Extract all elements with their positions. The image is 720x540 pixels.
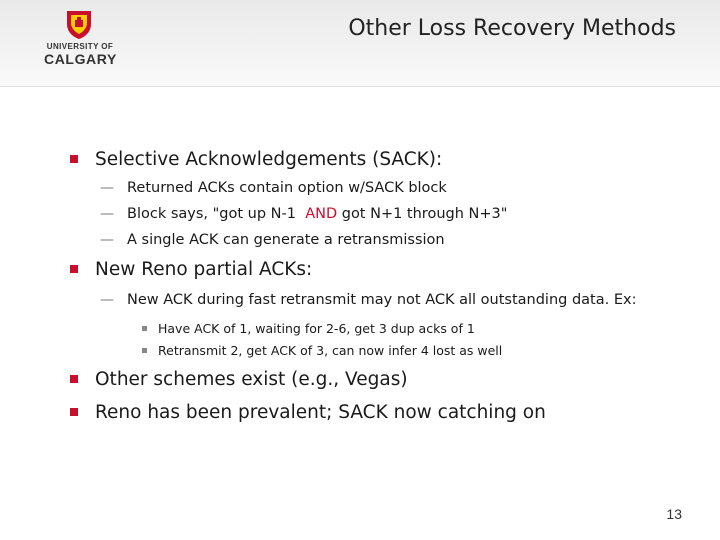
university-logo: [44, 10, 116, 68]
bullet-text: Reno has been prevalent; SACK now catching on: [95, 402, 546, 423]
slide-title: Other Loss Recovery Methods: [348, 16, 676, 41]
slide-header: [0, 0, 720, 87]
bullet-text: New Reno partial ACKs:: [95, 259, 313, 280]
small-square-bullet-icon: [142, 348, 147, 353]
small-square-bullet-icon: [142, 326, 147, 331]
bullet-text: Other schemes exist (e.g., Vegas): [95, 369, 408, 390]
bullet-sack: [70, 148, 700, 172]
bullet-text: Selective Acknowledgements (SACK):: [95, 149, 443, 170]
sub-sub-bullet: [70, 343, 700, 359]
square-bullet-icon: [70, 265, 78, 273]
sub-bullet: [70, 291, 687, 310]
square-bullet-icon: [70, 408, 78, 416]
dash-bullet-icon: —: [100, 206, 114, 222]
sub-bullet-text: New ACK during fast retransmit may not ACK all outstanding data. Ex:: [127, 292, 637, 308]
square-bullet-icon: [70, 375, 78, 383]
crest-icon: [66, 10, 92, 40]
dash-bullet-icon: —: [100, 232, 114, 248]
sub-bullet: [70, 179, 700, 198]
sub-bullet-text: Returned ACKs contain option w/SACK block: [127, 180, 447, 196]
dash-bullet-icon: —: [100, 292, 114, 308]
dash-bullet-icon: —: [100, 180, 114, 196]
bullet-reno-prevalent: [70, 401, 700, 425]
sub-bullet: [70, 205, 700, 224]
sub-bullet: [70, 231, 700, 250]
highlight-text: AND: [305, 206, 338, 222]
bullet-other-schemes: [70, 368, 700, 392]
logo-text-line2: CALGARY: [44, 51, 117, 67]
sub-sub-bullet-text: Retransmit 2, get ACK of 3, can now infer 4 lost as well: [158, 343, 503, 358]
slide-body: [70, 148, 700, 425]
sub-bullet-text-pre: Block says, "got up N-1: [127, 206, 306, 222]
logo-text-line1: UNIVERSITY OF: [46, 42, 114, 51]
sub-bullet-text-post: got N+1 through N+3": [337, 206, 508, 222]
bullet-new-reno: [70, 258, 700, 282]
square-bullet-icon: [70, 155, 78, 163]
sub-sub-bullet: [70, 321, 700, 337]
page-number: 13: [666, 506, 682, 522]
sub-sub-bullet-text: Have ACK of 1, waiting for 2-6, get 3 dup acks of 1: [158, 321, 475, 336]
sub-bullet-text: A single ACK can generate a retransmission: [127, 232, 445, 248]
